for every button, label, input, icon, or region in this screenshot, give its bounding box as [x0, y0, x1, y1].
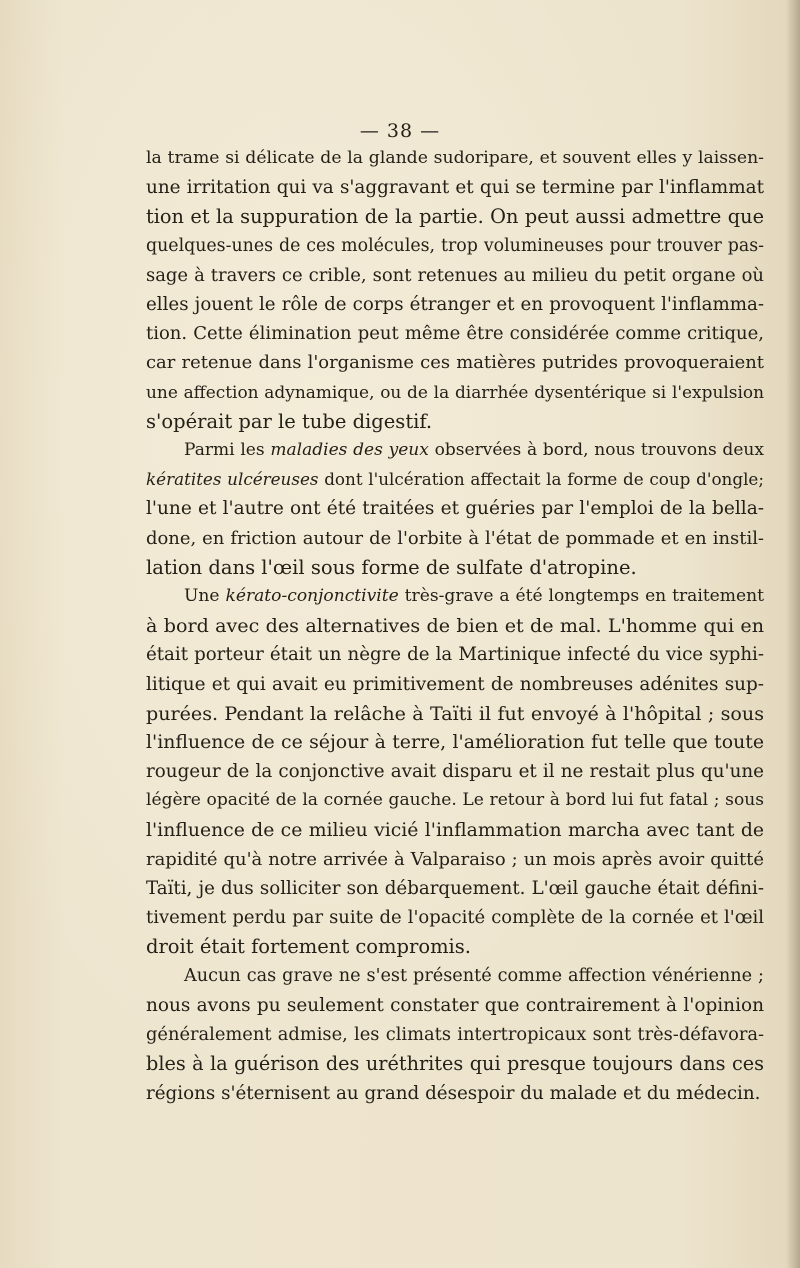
text-line: tion. Cette élimination peut même être considérée comme critique, [146, 323, 764, 345]
text-line: légère opacité de la cornée gauche. Le retour à bord lui fut fatal ; sous [146, 790, 764, 811]
text-segment: observées à bord, nous trouvons deux [428, 440, 764, 461]
paragraph-sudoripare [146, 144, 764, 436]
body-text [146, 144, 764, 1108]
text-line: elles jouent le rôle de corps étranger et en provoquent l'inflamma- [146, 294, 764, 316]
text-line: done, en friction autour de l'orbite à l'état de pommade et en instil- [146, 527, 764, 549]
text-segment: dont l'ulcération affectait la forme de coup d'ongle; [318, 469, 765, 490]
text-segment: Parmi les [184, 440, 271, 461]
text-line: nous avons pu seulement constater que contrairement à l'opinion [146, 994, 764, 1016]
paragraph-affection-venerienne [146, 962, 764, 1108]
text-line: la trame si délicate de la glande sudoripare, et souvent elles y laissen- [146, 148, 764, 168]
text-line [146, 582, 764, 611]
paragraph-kerato-conjonctivite [146, 582, 764, 962]
text-line: à bord avec des alternatives de bien et de mal. L'homme qui en [146, 614, 764, 638]
text-line: était porteur était un nègre de la Martinique infecté du vice syphi- [146, 644, 764, 666]
text-line: s'opérait par le tube digestif. [146, 409, 433, 433]
text-line: rapidité qu'à notre arrivée à Valparaiso ; un mois après avoir quitté [146, 848, 764, 870]
text-line: une irritation qui va s'aggravant et qui se termine par l'inflammat [146, 177, 764, 199]
page-number: — 38 — [359, 120, 441, 142]
text-line: droit était fortement compromis. [146, 935, 471, 959]
italic-term: kératites ulcéreuses [146, 469, 319, 490]
paragraph-maladies-des-yeux [146, 436, 764, 582]
text-line: l'influence de ce séjour à terre, l'amélioration fut telle que toute [146, 731, 764, 754]
text-line: purées. Pendant la relâche à Taïti il fut envoyé à l'hôpital ; sous [146, 701, 764, 725]
text-line: car retenue dans l'organisme ces matières putrides provoqueraient [146, 352, 764, 374]
text-line: lation dans l'œil sous forme de sulfate d'atropine. [146, 555, 637, 579]
text-line: généralement admise, les climats intertropicaux sont très-défavora- [146, 1024, 764, 1046]
text-line: quelques-unes de ces molécules, trop volumineuses pour trouver pas- [146, 235, 764, 256]
text-line: litique et qui avait eu primitivement de nombreuses adénites sup- [146, 673, 764, 695]
text-line: bles à la guérison des uréthrites qui presque toujours dans ces [146, 1052, 764, 1076]
text-line: Aucun cas grave ne s'est présenté comme affection vénérienne ; [184, 965, 764, 986]
text-line [146, 465, 764, 494]
page-edge-shadow [786, 0, 800, 1268]
text-line: régions s'éternisent au grand désespoir du malade et du médecin. [146, 1082, 761, 1104]
text-line: tivement perdu par suite de l'opacité complète de la cornée et l'œil [146, 907, 764, 929]
text-line: une affection adynamique, ou de la diarrhée dysentérique si l'expulsion [146, 381, 764, 402]
text-line: l'une et l'autre ont été traitées et guéries par l'emploi de la bella- [146, 498, 764, 520]
text-line [146, 436, 764, 465]
italic-term: kérato-conjonctivite [225, 586, 399, 607]
text-segment: Une [184, 586, 226, 607]
italic-term: maladies des yeux [270, 440, 429, 461]
text-line: Taïti, je dus solliciter son débarquement. L'œil gauche était défini- [146, 878, 764, 900]
text-line: tion et la suppuration de la partie. On peut aussi admettre que [146, 205, 764, 229]
text-line: rougeur de la conjonctive avait disparu et il ne restait plus qu'une [146, 761, 764, 783]
text-segment: très-grave a été longtemps en traitement [398, 586, 765, 607]
text-line: l'influence de ce milieu vicié l'inflammation marcha avec tant de [146, 819, 764, 841]
text-line: sage à travers ce crible, sont retenues au milieu du petit organe où [146, 264, 764, 286]
